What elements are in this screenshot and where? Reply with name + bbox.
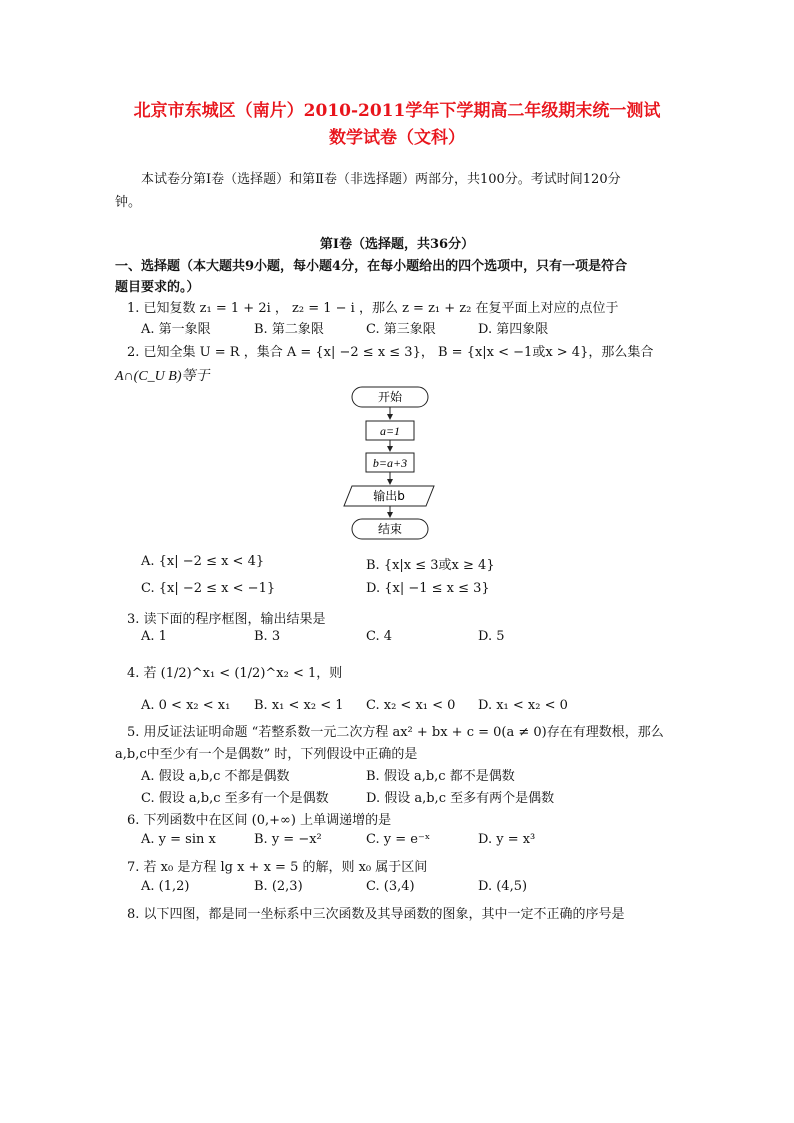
q4-option-b: B. x₁ < x₂ < 1: [254, 698, 344, 713]
q5-option-b: B. 假设 a,b,c 都不是偶数: [366, 769, 515, 784]
q5-option-c: C. 假设 a,b,c 至多有一个是偶数: [141, 791, 329, 806]
q5-stem-line1: 5. 用反证法证明命题 “若整系数一元二次方程 ax² + bx + c = 0(a ≠ 0)存在有理数根，那么: [127, 725, 664, 740]
q3-option-d: D. 5: [478, 629, 505, 644]
q2-option-a: A. {x| −2 ≤ x < 4}: [141, 554, 265, 569]
exam-title-line2: 数学试卷（文科）: [329, 128, 465, 148]
q7-option-d: D. (4,5): [478, 879, 528, 894]
q6-option-c: C. y = e⁻ˣ: [366, 832, 431, 847]
section-heading-line2: 题目要求的。）: [115, 280, 200, 295]
q3-stem: 3. 读下面的程序框图，输出结果是: [127, 612, 326, 627]
q6-option-d: D. y = x³: [478, 832, 536, 847]
q1-option-a: A. 第一象限: [141, 322, 211, 337]
q4-option-c: C. x₂ < x₁ < 0: [366, 698, 456, 713]
exam-title-line1: 北京市东城区（南片）2010-2011学年下学期高二年级期末统一测试: [133, 101, 661, 121]
q1-option-d: D. 第四象限: [478, 322, 549, 337]
q5-option-d: D. 假设 a,b,c 至多有两个是偶数: [366, 791, 555, 806]
q2-option-c: C. {x| −2 ≤ x < −1}: [141, 581, 276, 596]
q1-option-b: B. 第二象限: [254, 322, 324, 337]
flowchart-start-label: 开始: [377, 390, 403, 404]
part1-heading: 第Ⅰ卷（选择题，共36分）: [319, 237, 475, 252]
q6-option-a: A. y = sin x: [141, 832, 216, 847]
q5-option-a: A. 假设 a,b,c 不都是偶数: [141, 769, 290, 784]
q7-option-a: A. (1,2): [141, 879, 190, 894]
flowchart-process-a-label: a=1: [379, 424, 401, 438]
q1-stem: 1. 已知复数 z₁ = 1 + 2i ， z₂ = 1 − i ，那么 z = z₁ + z₂ 在复平面上对应的点位于: [127, 301, 619, 316]
flowchart-end-label: 结束: [377, 522, 403, 536]
q3-option-b: B. 3: [254, 629, 281, 644]
flowchart-output-label: 输出b: [373, 489, 405, 503]
q6-stem: 6. 下列函数中在区间 (0,+∞) 上单调递增的是: [127, 813, 392, 828]
q1-option-c: C. 第三象限: [366, 322, 436, 337]
program-flowchart: [330, 385, 440, 545]
q6-option-b: B. y = −x²: [254, 832, 322, 847]
q3-option-a: A. 1: [141, 629, 167, 644]
flowchart-process-b-label: b=a+3: [372, 456, 408, 470]
section-heading-line1: 一、选择题（本大题共9小题，每小题4分，在每小题给出的四个选项中，只有一项是符合: [115, 259, 628, 274]
q4-option-a: A. 0 < x₂ < x₁: [141, 698, 231, 713]
q2-stem-line1: 2. 已知全集 U = R ，集合 A = {x| −2 ≤ x ≤ 3}， B = {x|x < −1或x > 4}，那么集合: [127, 345, 654, 360]
q3-option-c: C. 4: [366, 629, 393, 644]
q7-option-c: C. (3,4): [366, 879, 415, 894]
q4-option-d: D. x₁ < x₂ < 0: [478, 698, 568, 713]
intro-line1: 本试卷分第Ⅰ卷（选择题）和第Ⅱ卷（非选择题）两部分，共100分。考试时间120分: [141, 172, 621, 187]
q2-option-d: D. {x| −1 ≤ x ≤ 3}: [366, 581, 490, 596]
q8-stem: 8. 以下四图，都是同一坐标系中三次函数及其导函数的图象，其中一定不正确的序号是: [127, 907, 625, 922]
q5-stem-line2: a,b,c中至少有一个是偶数” 时，下列假设中正确的是: [115, 747, 418, 762]
q2-stem-line2: A∩(C_U B)等于: [115, 369, 210, 384]
q2-option-b: B. {x|x ≤ 3或x ≥ 4}: [366, 558, 495, 573]
q7-stem: 7. 若 x₀ 是方程 lg x + x = 5 的解，则 x₀ 属于区间: [127, 860, 428, 875]
q7-option-b: B. (2,3): [254, 879, 303, 894]
q4-stem: 4. 若 (1/2)^x₁ < (1/2)^x₂ < 1，则: [127, 666, 343, 681]
intro-line2: 钟。: [115, 195, 142, 210]
